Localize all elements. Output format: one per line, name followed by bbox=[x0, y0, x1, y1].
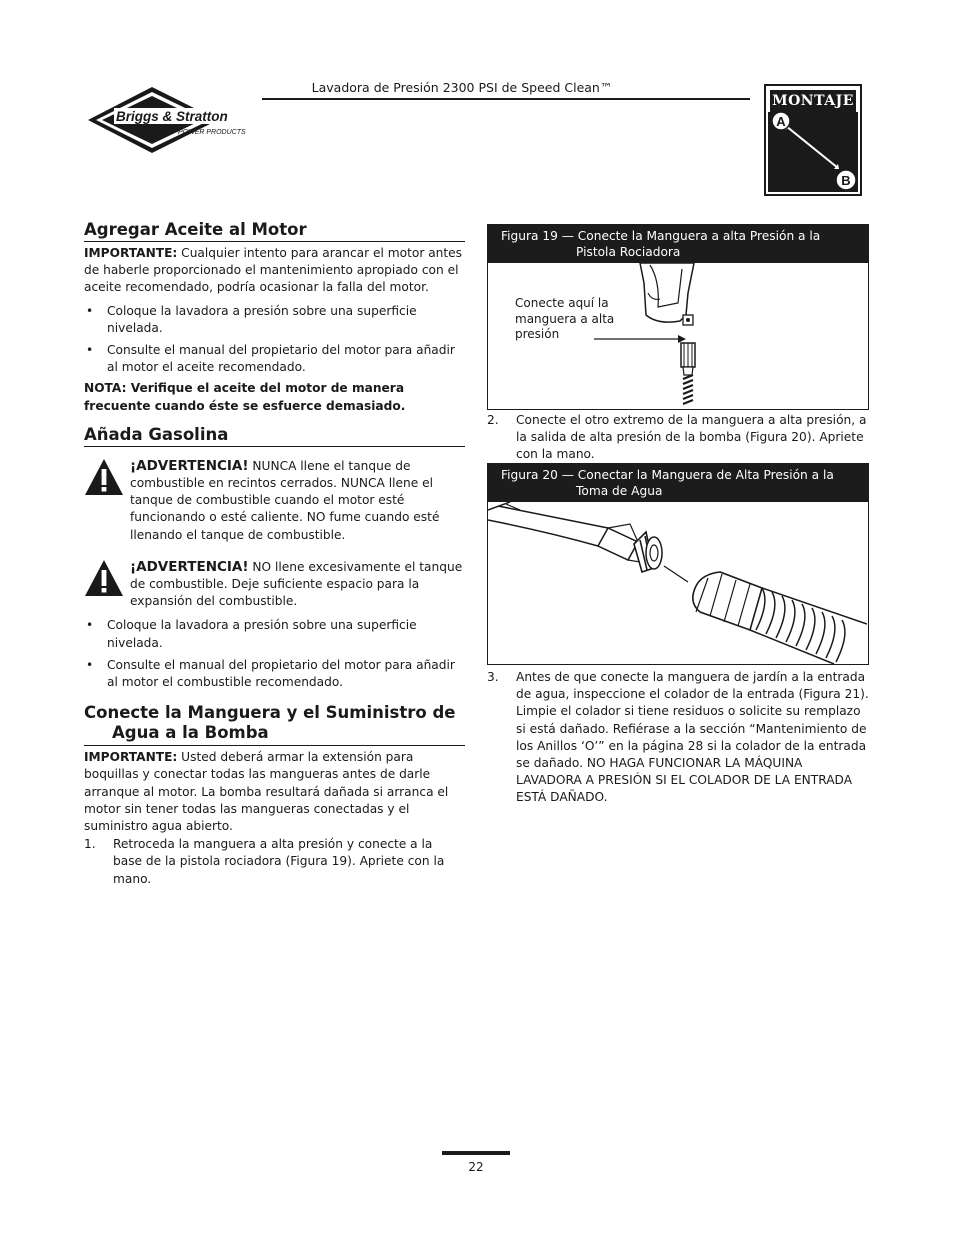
left-column bbox=[84, 220, 465, 888]
oil-important-label: IMPORTANTE: bbox=[84, 246, 178, 260]
warning-1-body: NUNCA llene el tanque de combustible en recintos cerrados. NUNCA llene el tanque de combustible cuando el motor esté funcionando o esté caliente. NO fume cuando esté llenando el tanque de combustible. bbox=[130, 458, 440, 542]
logo-subtitle: POWER PRODUCTS bbox=[178, 129, 246, 136]
oil-bullet-2: • Consulte el manual del propietario del motor para añadir al motor el aceite recomendado. bbox=[84, 342, 465, 376]
figure-19 bbox=[487, 224, 869, 410]
montaje-badge bbox=[764, 84, 862, 196]
page-number: 22 bbox=[468, 1160, 484, 1174]
figure-19-callout: Conecte aquí la manguera a alta presión bbox=[515, 296, 615, 342]
warning-2-text bbox=[130, 559, 465, 611]
badge-letter-b: B bbox=[841, 173, 851, 188]
document-header-title: Lavadora de Presión 2300 PSI de Speed Clean™ bbox=[311, 80, 613, 95]
montaje-badge-title: MONTAJE bbox=[770, 90, 856, 112]
section-oil-title: Agregar Aceite al Motor bbox=[84, 220, 307, 239]
oil-bullet-1: • Coloque la lavadora a presión sobre una superficie nivelada. bbox=[84, 303, 465, 337]
hose-important-paragraph bbox=[84, 749, 465, 835]
step-1-number: 1. bbox=[84, 837, 96, 852]
figure-20-caption-text: Figura 20 — Conectar la Manguera de Alta Presión a la Toma de Agua bbox=[501, 468, 834, 498]
section-fuel-heading bbox=[84, 425, 465, 447]
section-fuel-title: Añada Gasolina bbox=[84, 424, 229, 444]
section-hose-title-line2: Agua a la Bomba bbox=[112, 723, 269, 743]
step-2-paragraph bbox=[487, 412, 869, 464]
hose-important-label: IMPORTANTE: bbox=[84, 750, 178, 765]
figure-19-caption-text: Figura 19 — Conecte la Manguera a alta Presión a la Pistola Rociadora bbox=[501, 229, 821, 259]
warning-block-1 bbox=[84, 458, 465, 544]
figure-19-caption bbox=[488, 225, 868, 263]
section-hose-title bbox=[84, 703, 465, 743]
step-3-number: 3. bbox=[487, 670, 499, 684]
fuel-bullet-1: • Coloque la lavadora a presión sobre una superficie nivelada. bbox=[84, 617, 465, 651]
figure-20 bbox=[487, 463, 869, 665]
logo-wordmark: Briggs & Stratton bbox=[116, 109, 228, 124]
step-1 bbox=[84, 836, 465, 888]
hose-important-text: Usted deberá armar la extensión para boquillas y conectar todas las mangueras antes de darle arranque al motor. La bomba resultará dañada si arranca el motor sin tener todas las mangueras conectadas y el suministro agua abierto. bbox=[84, 750, 449, 834]
step-1-text: Retroceda la manguera a alta presión y conecte a la base de la pistola rociadora (Figura 19). Apriete con la mano. bbox=[113, 837, 445, 886]
warning-triangle-icon bbox=[84, 559, 124, 597]
warning-triangle-icon bbox=[84, 458, 124, 496]
step-2 bbox=[487, 412, 869, 464]
briggs-stratton-logo bbox=[84, 84, 256, 156]
step-2-number: 2. bbox=[487, 413, 499, 427]
section-oil-heading bbox=[84, 220, 465, 242]
oil-note: NOTA: Verifique el aceite del motor de manera frecuente cuando éste se esfuerce demasiado. bbox=[84, 381, 406, 413]
step-2-text: Conecte el otro extremo de la manguera a alta presión, a la salida de alta presión de la bomba (Figura 20). Apriete con la mano. bbox=[516, 413, 867, 462]
oil-important-text: Cualquier intento para arancar el motor antes de haberle proporcionado el mantenimiento apropiado con el aceite recomendado, podría ocasionar la falla del motor. bbox=[84, 246, 463, 295]
footer-rule bbox=[442, 1151, 510, 1155]
warning-1-text bbox=[130, 458, 465, 544]
figure-20-caption bbox=[488, 464, 868, 502]
warning-2-label: ¡ADVERTENCIA! bbox=[130, 558, 249, 575]
header-rule bbox=[262, 98, 750, 100]
warning-block-2 bbox=[84, 559, 465, 611]
hose-fitting-illustration bbox=[488, 502, 867, 664]
warning-1-label: ¡ADVERTENCIA! bbox=[130, 457, 249, 474]
step-3-text: Antes de que conecte la manguera de jardín a la entrada de agua, inspeccione el colador de la entrada (Figura 21). Limpie el colador si tiene residuos o solicite su remplazo si está dañado. Refiérase a la sección “Mantenimiento de los Anillos ‘O’” en la página 28 si la colador de la entrada se dañado. NO HAGA FUNCIONAR LA MÁQUINA LAVADORA A PRESIÓN SI EL COLADOR DE LA ENTRADA ESTÁ DAÑADO. bbox=[516, 670, 869, 805]
warning-2-body: NO llene excesivamente el tanque de combustible. Deje suficiente espacio para la expansión del combustible. bbox=[130, 559, 463, 609]
badge-letter-a: A bbox=[776, 114, 786, 129]
spray-gun-illustration bbox=[588, 263, 718, 409]
section-hose-heading bbox=[84, 703, 465, 746]
step-3 bbox=[487, 669, 869, 807]
oil-important-paragraph bbox=[84, 245, 465, 297]
section-hose-title-line1: Conecte la Manguera y el Suministro de bbox=[84, 703, 456, 723]
fuel-bullet-2: • Consulte el manual del propietario del motor para añadir al motor el combustible recomendado. bbox=[84, 657, 465, 691]
step-3-paragraph bbox=[487, 669, 869, 807]
